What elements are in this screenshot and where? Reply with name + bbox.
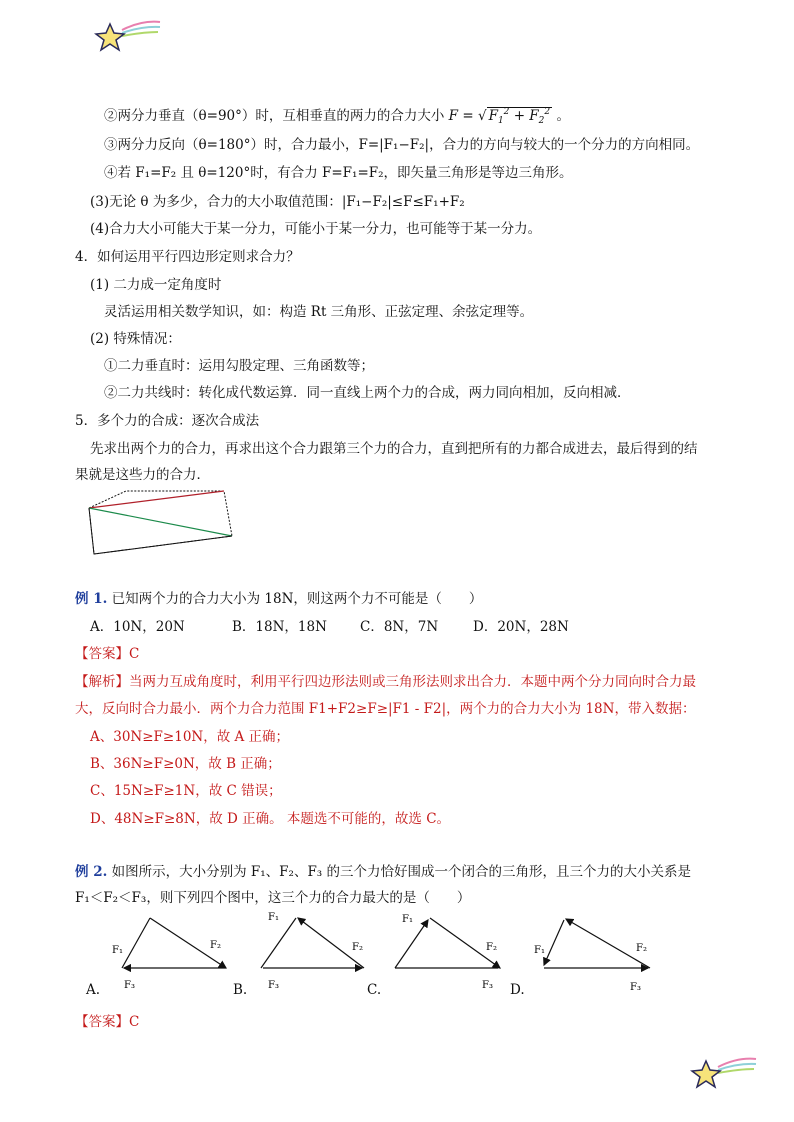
analysis-item: A、30N≥F≥10N，故 A 正确； [90,729,290,745]
f2-label: F₂ [636,943,647,954]
answer-1: 【答案】C [75,646,140,662]
text-line: ①二力垂直时：运用勾股定理、三角函数等； [104,358,374,374]
text-line: (4)合力大小可能大于某一分力，可能小于某一分力，也可能等于某一分力。 [90,221,542,237]
f2-label: F₂ [210,940,221,951]
triangle-figure-c [392,910,512,1000]
text-line: 果就是这些力的合力． [75,467,210,483]
example2-question-line2: F₁＜F₂＜F₃，则下列四个图中，这三个力的合力最大的是（ ） [75,890,471,906]
figure-label-d: D. [510,982,525,998]
analysis-item: D、48N≥F≥8N，故 D 正确。 本题选不可能的，故选 C。 [90,811,451,827]
option-a: A．10N，20N [90,619,185,635]
analysis-line: 【解析】当两力互成角度时，利用平行四边形法则或三角形法则求出合力．本题中两个分力同向时合力最 [75,674,696,690]
text-line: 先求出两个力的合力，再求出这个合力跟第三个力的合力，直到把所有的力都合成进去，最后得到的结 [90,441,698,457]
f1-label: F₁ [268,912,279,923]
figure-label-c: C. [367,982,382,998]
text-line: (2) 特殊情况： [90,331,181,347]
successive-composition-diagram [86,486,236,556]
analysis-item: C、15N≥F≥1N，故 C 错误； [90,783,282,799]
analysis-item: B、36N≥F≥0N，故 B 正确； [90,756,281,772]
triangle-figure-b [256,910,376,1000]
text-line: (1) 二力成一定角度时 [90,277,222,293]
answer-2: 【答案】C [75,1014,140,1030]
f1-label: F₁ [534,945,545,956]
text-line: (3)无论 θ 为多少，合力的大小取值范围：|F₁−F₂|≤F≤F₁+F₂ [90,194,465,210]
text-line: ④若 F₁=F₂ 且 θ=120°时，有合力 F=F₁=F₂，即矢量三角形是等边三角形。 [104,165,573,181]
f3-label: F₃ [630,982,641,993]
example2-question-line1: 例 2. 如图所示，大小分别为 F₁、F₂、F₃ 的三个力恰好围成一个闭合的三角形，且三个力的大小关系是 [75,864,692,880]
example-label: 例 1. [75,591,108,607]
section-heading: 5．多个力的合成：逐次合成法 [75,413,260,429]
triangle-figure-d [530,915,660,1000]
star-logo-top-icon [92,18,162,58]
option-c: C．8N，7N [360,619,439,635]
analysis-line: 大，反向时合力最小．两个力合力范围 F1+F2≥F≥|F1 - F2|，两个力的合力大小为 18N，带入数据： [75,701,696,717]
f2-label: F₂ [352,942,363,953]
f3-label: F₃ [482,980,493,991]
example-label: 例 2. [75,864,108,880]
section-heading: 4．如何运用平行四边形定则求合力？ [75,249,300,265]
text-line: 灵活运用相关数学知识，如：构造 Rt 三角形、正弦定理、余弦定理等。 [104,304,534,320]
text-line: ②两分力垂直（θ=90°）时，互相垂直的两力的合力大小 F = √ $F_1^2 + F_2^2$ 。 [104,107,570,126]
figure-label-a: A. [86,982,101,998]
f3-label: F₃ [268,980,279,991]
f1-label: F₁ [112,945,123,956]
example1-question: 例 1. 已知两个力的合力大小为 18N，则这两个力不可能是（ ） [75,591,483,607]
text-line: ②二力共线时：转化成代数运算．同一直线上两个力的合成，两力同向相加，反向相减． [104,385,631,401]
f1-label: F₁ [402,914,413,925]
text-line: ③两分力反向（θ=180°）时，合力最小，F=|F₁−F₂|，合力的方向与较大的一个分力的方向相同。 [104,137,700,153]
star-logo-bottom-icon [688,1055,758,1095]
figure-label-b: B. [233,982,248,998]
triangle-figure-a [108,915,238,1000]
option-d: D．20N，28N [473,619,569,635]
f3-label: F₃ [124,980,135,991]
f2-label: F₂ [486,942,497,953]
sqrt-formula: √ $F_1^2 + F_2^2$ [477,107,551,126]
option-b: B．18N，18N [232,619,327,635]
